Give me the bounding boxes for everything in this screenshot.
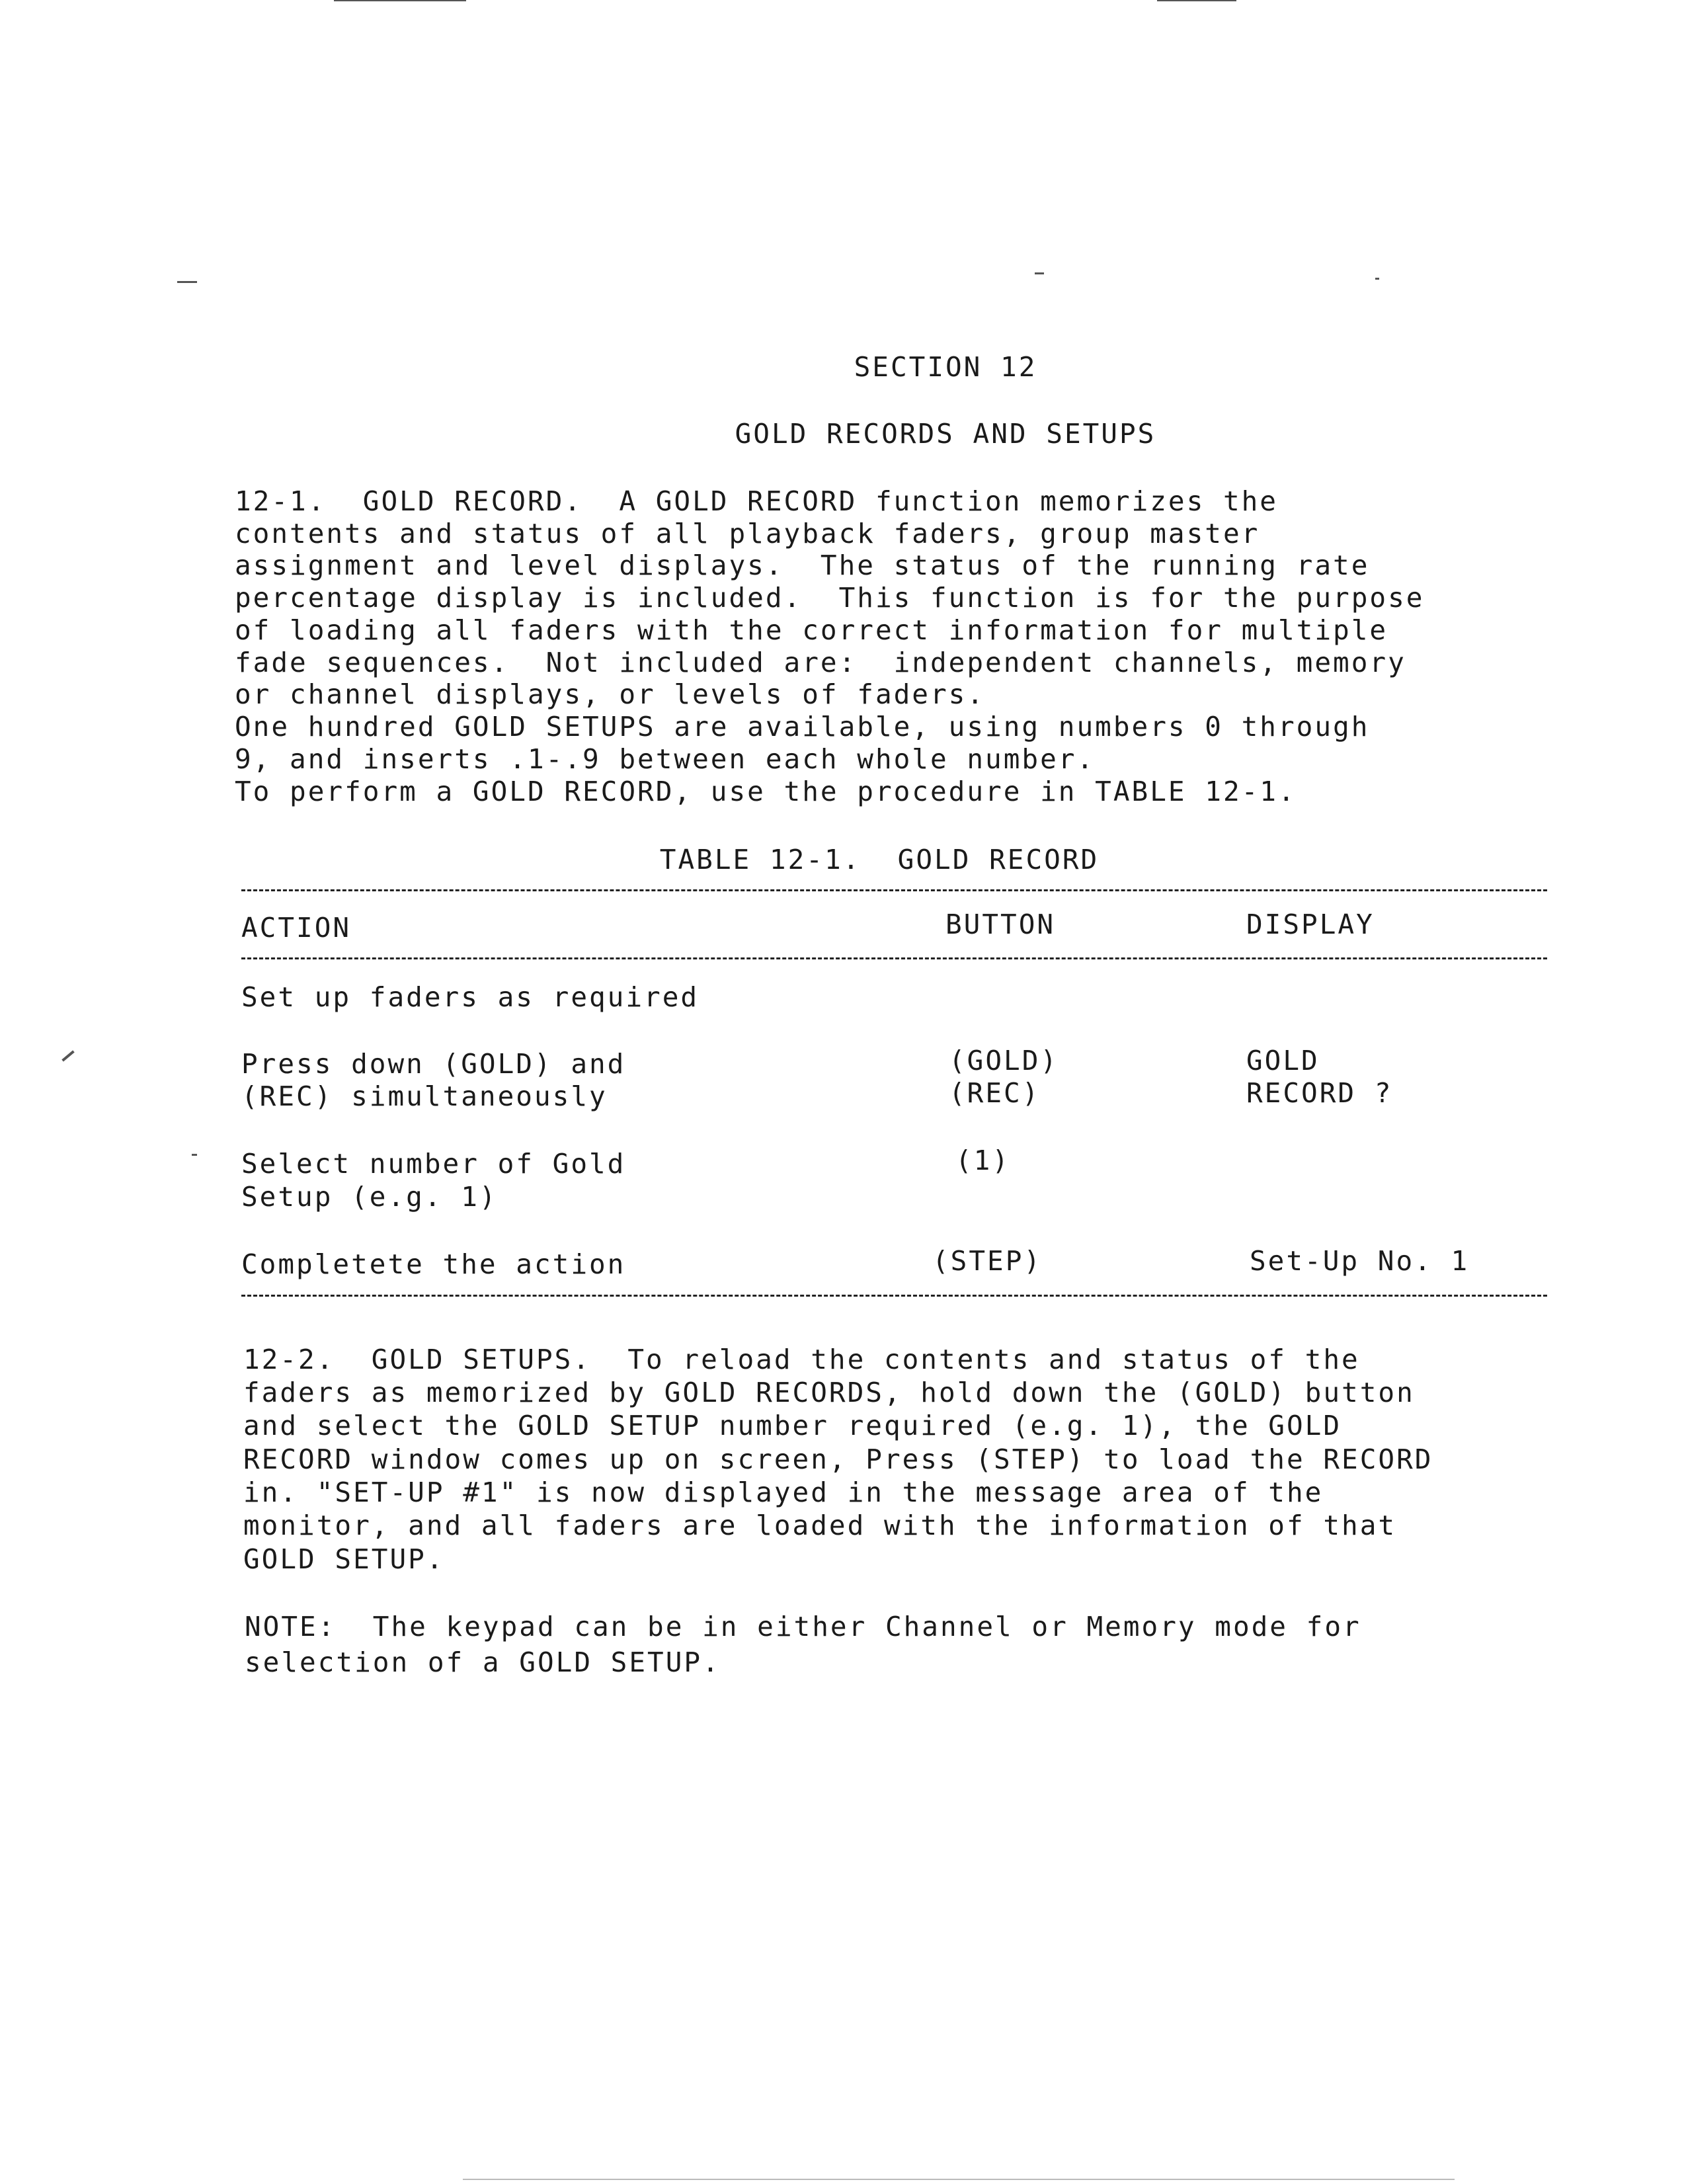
table-cell-button: (STEP) [932, 1245, 1043, 1277]
column-header-display: DISPLAY [1246, 909, 1375, 940]
paragraph-line: percentage display is included. This function is for the purpose [235, 582, 1425, 614]
paragraph-line: or channel displays, or levels of faders. [235, 678, 986, 710]
table-caption: TABLE 12-1. GOLD RECORD [659, 844, 1100, 875]
scan-speck [192, 1154, 197, 1156]
table-cell-action: Setup (e.g. 1) [241, 1181, 498, 1213]
paragraph-line: of loading all faders with the correct information for multiple [235, 614, 1388, 646]
paragraph-line: monitor, and all faders are loaded with the information of that [243, 1510, 1397, 1541]
section-title: SECTION 12 [854, 351, 1037, 383]
table-cell-action: Press down (GOLD) and [241, 1048, 626, 1080]
paragraph-line: One hundred GOLD SETUPS are available, using numbers 0 through [235, 711, 1370, 743]
table-cell-action: Select number of Gold [241, 1148, 626, 1180]
table-cell-action: (REC) simultaneously [241, 1080, 608, 1112]
paragraph-line: fade sequences. Not included are: independent channels, memory [235, 647, 1406, 678]
table-rule-header [241, 957, 1547, 959]
table-cell-action: Completete the action [241, 1248, 626, 1280]
scan-speck [61, 1050, 74, 1061]
table-cell-button: (1) [955, 1145, 1011, 1176]
scan-speck [1035, 272, 1044, 274]
paragraph-line: To perform a GOLD RECORD, use the procedure in TABLE 12-1. [235, 776, 1297, 807]
column-header-button: BUTTON [945, 909, 1056, 940]
paragraph-line: GOLD SETUP. [243, 1543, 445, 1575]
scan-speck [1157, 0, 1236, 1]
paragraph-line: 9, and inserts .1-.9 between each whole number. [235, 743, 1096, 775]
paragraph-line: 12-1. GOLD RECORD. A GOLD RECORD function memorizes the [235, 485, 1278, 517]
column-header-action: ACTION [241, 912, 352, 944]
scan-speck [177, 281, 197, 283]
table-rule-bottom [241, 1295, 1547, 1297]
table-cell-action: Set up faders as required [241, 981, 700, 1013]
paragraph-line: assignment and level displays. The status of the running rate [235, 549, 1370, 581]
table-cell-display: GOLD [1246, 1045, 1320, 1076]
paragraph-line: and select the GOLD SETUP number required (e.g. 1), the GOLD [243, 1410, 1342, 1441]
paragraph-line: 12-2. GOLD SETUPS. To reload the contents and status of the [243, 1344, 1360, 1375]
table-cell-display: Set-Up No. 1 [1250, 1245, 1470, 1277]
table-cell-button: (REC) [949, 1077, 1041, 1109]
paragraph-line: RECORD window comes up on screen, Press (STEP) to load the RECORD [243, 1443, 1433, 1475]
table-rule-top [241, 889, 1547, 891]
section-subtitle: GOLD RECORDS AND SETUPS [735, 418, 1156, 450]
note-line: NOTE: The keypad can be in either Channel or Memory mode for [245, 1611, 1361, 1642]
scan-speck [463, 2179, 1455, 2180]
paragraph-line: in. "SET-UP #1" is now displayed in the message area of the [243, 1476, 1324, 1508]
table-cell-button: (GOLD) [949, 1045, 1059, 1076]
note-line: selection of a GOLD SETUP. [245, 1646, 721, 1678]
scan-speck [334, 0, 466, 1]
table-cell-display: RECORD ? [1246, 1077, 1393, 1109]
scan-speck [1375, 278, 1379, 280]
paragraph-line: faders as memorized by GOLD RECORDS, hold down the (GOLD) button [243, 1377, 1415, 1408]
paragraph-line: contents and status of all playback faders, group master [235, 518, 1260, 549]
